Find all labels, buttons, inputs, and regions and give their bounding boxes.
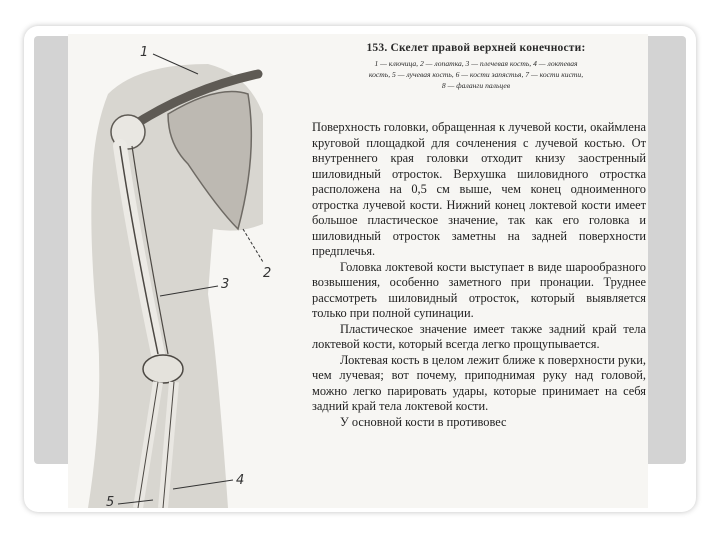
figure-legend-line: кость, 5 — лучевая кость, 6 — кости запястья, 7 — кости кисти, (368, 70, 584, 79)
paragraph: Пластическое значение имеет также задний край тела локтевой кости, который всегда легко прощупывается. (312, 321, 646, 351)
figure-label-1: 1 (140, 45, 149, 60)
figure-label-4: 4 (236, 473, 245, 488)
paragraph: Локтевая кость в целом лежит ближе к поверхности руки, чем лучевая; вот почему, приподнимая руку над головой, можно легко парировать удары, которые принимает на себя задний край тела локтевой кости. (312, 352, 646, 413)
figure-label-2: 2 (263, 266, 272, 281)
figure-caption (308, 42, 644, 91)
arm-skeleton-illustration (68, 34, 308, 508)
book-page-scan (68, 34, 648, 508)
figure-legend-line: 8 — фаланги пальцев (441, 81, 511, 90)
figure-legend-line: 1 — ключица, 2 — лопатка, 3 — плечевая кость, 4 — локтевая (374, 59, 578, 68)
figure-label-5: 5 (106, 495, 115, 508)
paragraph: У основной кости в противовес (340, 414, 507, 429)
paragraph: Поверхность головки, обращенная к лучевой кости, окаймлена круговой площадкой для сочленения с лучевой костью. От внутреннего края головки отходит книзу заостренный шиловидный отросток. Верхушка шиловидного отростка расположена на 0,5 см выше, чем конец одноименного отростка лучевой кости. Нижний конец локтевой кости имеет большое пластическое значение, так как его головка и шиловидный отросток заметны на задней поверхности предплечья. (312, 120, 646, 258)
figure-title: 153. Скелет правой верхней конечности: (366, 42, 586, 54)
figure-label-3: 3 (221, 277, 230, 292)
elbow-joint (143, 355, 183, 383)
paragraph: Головка локтевой кости выступает в виде шарообразного возвышения, особенно заметного при пронации. Труднее рассмотреть шиловидный отросток, который выявляется только при полной супинации. (312, 259, 646, 320)
body-text (312, 120, 646, 430)
